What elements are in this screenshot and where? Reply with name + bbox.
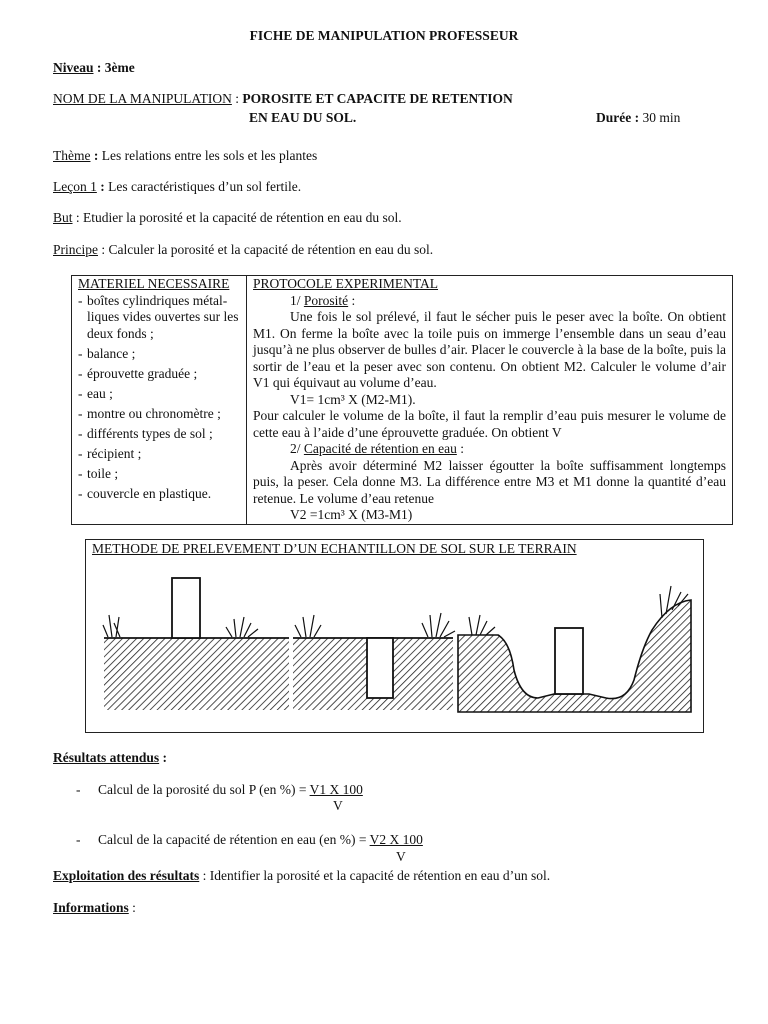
manipulation-separator: : <box>231 91 243 106</box>
figure-title: METHODE DE PRELEVEMENT D’UN ECHANTILLON DE SOL SUR LE TERRAIN <box>92 541 577 556</box>
goal-line <box>53 210 402 226</box>
porosity-fraction-denominator: V <box>333 798 343 813</box>
capacity-heading: 2/ Capacité de rétention en eau : <box>290 441 464 456</box>
capacity-fraction-denominator: V <box>396 849 406 864</box>
material-item: - éprouvette graduée ; <box>78 366 240 383</box>
protocol-column <box>247 276 733 525</box>
capacity-calculation-text: Calcul de la capacité de rétention en eau (en %) = <box>98 832 370 847</box>
capacity-fraction-numerator: V2 X 100 <box>369 832 423 847</box>
principle-value: : Calculer la porosité et la capacité de rétention en eau du sol. <box>98 242 434 257</box>
material-item: - eau ; <box>78 386 240 403</box>
material-item: - couvercle en plastique. <box>78 486 240 503</box>
exploitation-value: : Identifier la porosité et la capacité de rétention en eau d’un sol. <box>199 868 551 883</box>
theme-line <box>53 148 317 164</box>
lesson-line <box>53 179 301 195</box>
formula-v2: V2 =1cm³ X (M3-M1) <box>290 507 413 522</box>
niveau-label: Niveau <box>53 60 94 75</box>
porosity-fraction-numerator: V1 X 100 <box>309 782 363 797</box>
duration-label: Durée : <box>596 110 640 125</box>
bullet: - <box>76 782 81 797</box>
lesson-value: Les caractéristiques d’un sol fertile. <box>108 179 302 194</box>
niveau-line <box>53 60 135 76</box>
porosity-title: Porosité <box>303 292 349 308</box>
goal-label: But <box>53 210 73 225</box>
material-item: - montre ou chronomètre ; <box>78 406 240 423</box>
material-header: MATERIEL NECESSAIRE <box>78 276 230 291</box>
informations-line: Informations : <box>53 900 136 915</box>
niveau-value: : 3ème <box>93 60 135 75</box>
material-item: - récipient ; <box>78 446 240 463</box>
informations-label: Informations <box>53 900 129 915</box>
expected-results-heading: Résultats attendus : <box>53 750 168 765</box>
bullet: - <box>76 832 81 847</box>
porosity-calculation <box>98 782 363 798</box>
manipulation-title-line1: POROSITE ET CAPACITE DE RETENTION <box>242 91 513 106</box>
soil-sampling-illustration <box>86 540 703 732</box>
manipulation-label: NOM DE LA MANIPULATION <box>53 91 232 106</box>
capacity-text: Après avoir déterminé M2 laisser égoutter la boîte suffisamment longtemps puis, la peser. Cela donne M3. La différence entre M3 et M1 donne la quantité d’eau retenue. Le volume d’eau retenue <box>253 457 726 506</box>
duration-value: 30 min <box>639 110 681 125</box>
porosity-text: Une fois le sol prélevé, il faut le sécher puis le peser avec la boîte. On obtient M1. On ferme la boîte avec la toile puis on immerge l’ensemble dans un seau d’eau jusqu’à ne plus observer de bulles d’air. Placer le couvercle à la base de la boîte, puis la sortir de l’eau et la peser avec son contenu. On obtient M2. Calculer le volume d’air V1 qui équivaut au volume d’eau. <box>253 309 726 390</box>
lesson-separator: : <box>96 179 109 194</box>
theme-value: Les relations entre les sols et les plantes <box>101 148 318 163</box>
theme-separator: : <box>90 148 102 163</box>
protocol-header: PROTOCOLE EXPERIMENTAL <box>253 276 439 291</box>
goal-value: : Etudier la porosité et la capacité de rétention en eau du sol. <box>72 210 402 225</box>
principle-line <box>53 242 433 258</box>
principle-label: Principe <box>53 242 98 257</box>
sampling-method-figure <box>85 539 704 733</box>
material-item: - balance ; <box>78 346 240 363</box>
exploitation-line <box>53 868 550 884</box>
duration <box>596 110 680 126</box>
manipulation-name-line <box>53 91 513 107</box>
porosity-heading: 1/ Porosité : <box>290 292 356 308</box>
material-column <box>72 276 247 525</box>
step-1-box-on-ground <box>103 578 289 710</box>
volume-text: Pour calculer le volume de la boîte, il faut la remplir d’eau puis mesurer le volume de cette eau à l’aide d’une éprouvette graduée. On obtient V <box>253 408 726 440</box>
capacity-calculation <box>98 832 423 848</box>
document-title: FICHE DE MANIPULATION PROFESSEUR <box>249 28 519 43</box>
theme-label: Thème <box>53 148 91 163</box>
material-item: - boîtes cylindriques métal-liques vides ouvertes sur les deux fonds ; <box>78 293 240 343</box>
expected-results-label: Résultats attendus <box>53 750 160 765</box>
exploitation-label: Exploitation des résultats <box>53 868 200 883</box>
formula-v1: V1= 1cm³ X (M2-M1). <box>290 391 416 407</box>
material-protocol-table <box>71 275 733 525</box>
material-item: - différents types de sol ; <box>78 426 240 443</box>
step-2-box-driven-into-soil <box>293 613 455 710</box>
material-item: - toile ; <box>78 466 240 483</box>
porosity-calculation-text: Calcul de la porosité du sol P (en %) = <box>98 782 310 797</box>
material-list <box>78 293 240 503</box>
step-3-box-dug-out <box>458 586 691 712</box>
lesson-label: Leçon 1 <box>53 179 97 194</box>
capacity-title: Capacité de rétention en eau <box>303 441 457 456</box>
manipulation-title-line2: EN EAU DU SOL. <box>249 110 357 125</box>
